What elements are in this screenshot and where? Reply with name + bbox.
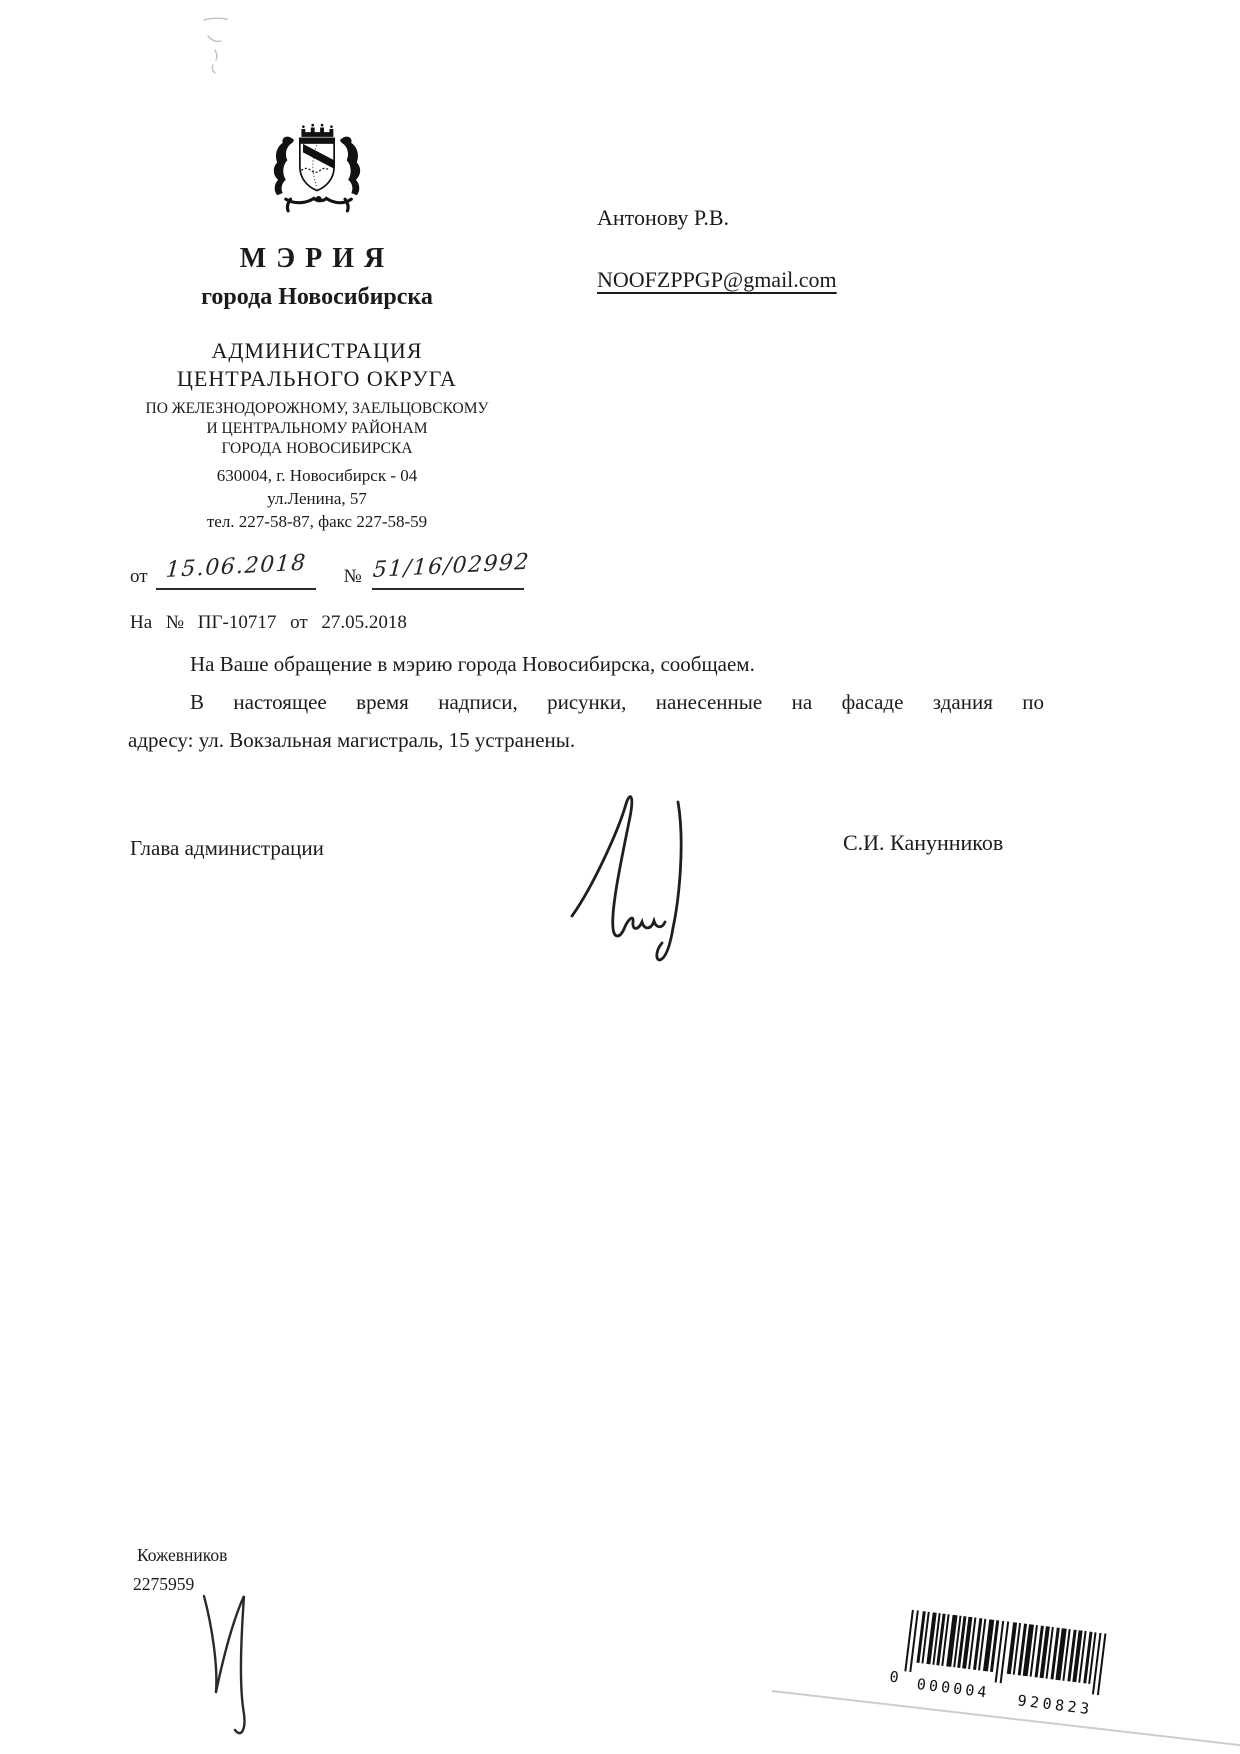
signer-position-title: Глава администрации bbox=[130, 836, 324, 860]
handwritten-number: 51/16/02992 bbox=[371, 549, 531, 583]
barcode bbox=[888, 1608, 1119, 1718]
date-blank-field bbox=[156, 550, 316, 590]
number-label: № bbox=[343, 566, 362, 587]
dept-districts-line3: ГОРОДА НОВОСИБИРСКА bbox=[221, 440, 413, 457]
barcode-lead-digit: 0 bbox=[888, 1667, 900, 1687]
dept-name-line1: АДМИНИСТРАЦИЯ bbox=[211, 338, 423, 363]
handwritten-date: 15.06.2018 bbox=[165, 550, 308, 583]
dept-districts-line1: ПО ЖЕЛЕЗНОДОРОЖНОМУ, ЗАЕЛЬЦОВСКОМУ bbox=[145, 400, 489, 417]
handwritten-signature bbox=[566, 788, 698, 966]
letter-body bbox=[128, 645, 1044, 759]
body-paragraph-2-line-1: В настоящее время надписи, рисунки, нанесенные на фасаде здания по bbox=[190, 690, 1044, 714]
contacts-line: тел. 227-58-87, факс 227-58-59 bbox=[206, 512, 428, 531]
dept-name-line2: ЦЕНТРАЛЬНОГО ОКРУГА bbox=[177, 366, 457, 391]
recipient-name: Антонову Р.В. bbox=[597, 205, 730, 230]
org-name-line2: города Новосибирска bbox=[201, 284, 433, 310]
executor-phone: 2275959 bbox=[133, 1574, 195, 1594]
body-paragraph-2-line-2: адресу: ул. Вокзальная магистраль, 15 устранены. bbox=[128, 728, 576, 752]
org-name-line1: МЭРИЯ bbox=[239, 243, 395, 274]
executor-handwritten-mark bbox=[194, 1582, 266, 1742]
executor-name: Кожевников bbox=[137, 1545, 228, 1565]
recipient-block bbox=[597, 205, 837, 293]
postal-address-line1: 630004, г. Новосибирск - 04 bbox=[216, 466, 418, 485]
barcode-digits-group1: 000004 bbox=[915, 1674, 988, 1702]
signer-name: С.И. Канунников bbox=[843, 830, 1004, 855]
number-blank-field bbox=[371, 549, 531, 590]
incoming-reference-line: На № ПГ-10717 от 27.05.2018 bbox=[130, 612, 407, 633]
date-label: от bbox=[130, 566, 148, 587]
scan-artifact bbox=[186, 10, 256, 80]
barcode-digits-group2: 920823 bbox=[1016, 1691, 1091, 1718]
postal-address-line2: ул.Ленина, 57 bbox=[267, 489, 367, 508]
letterhead bbox=[118, 112, 516, 533]
novosibirsk-coat-of-arms-icon bbox=[264, 118, 370, 218]
dept-districts-line2: И ЦЕНТРАЛЬНОМУ РАЙОНАМ bbox=[206, 420, 428, 437]
body-paragraph-1: На Ваше обращение в мэрию города Новосибирска, сообщаем. bbox=[190, 652, 755, 676]
outgoing-reference-line bbox=[130, 549, 531, 590]
recipient-email: NOOFZPPGP@gmail.com bbox=[597, 267, 837, 292]
